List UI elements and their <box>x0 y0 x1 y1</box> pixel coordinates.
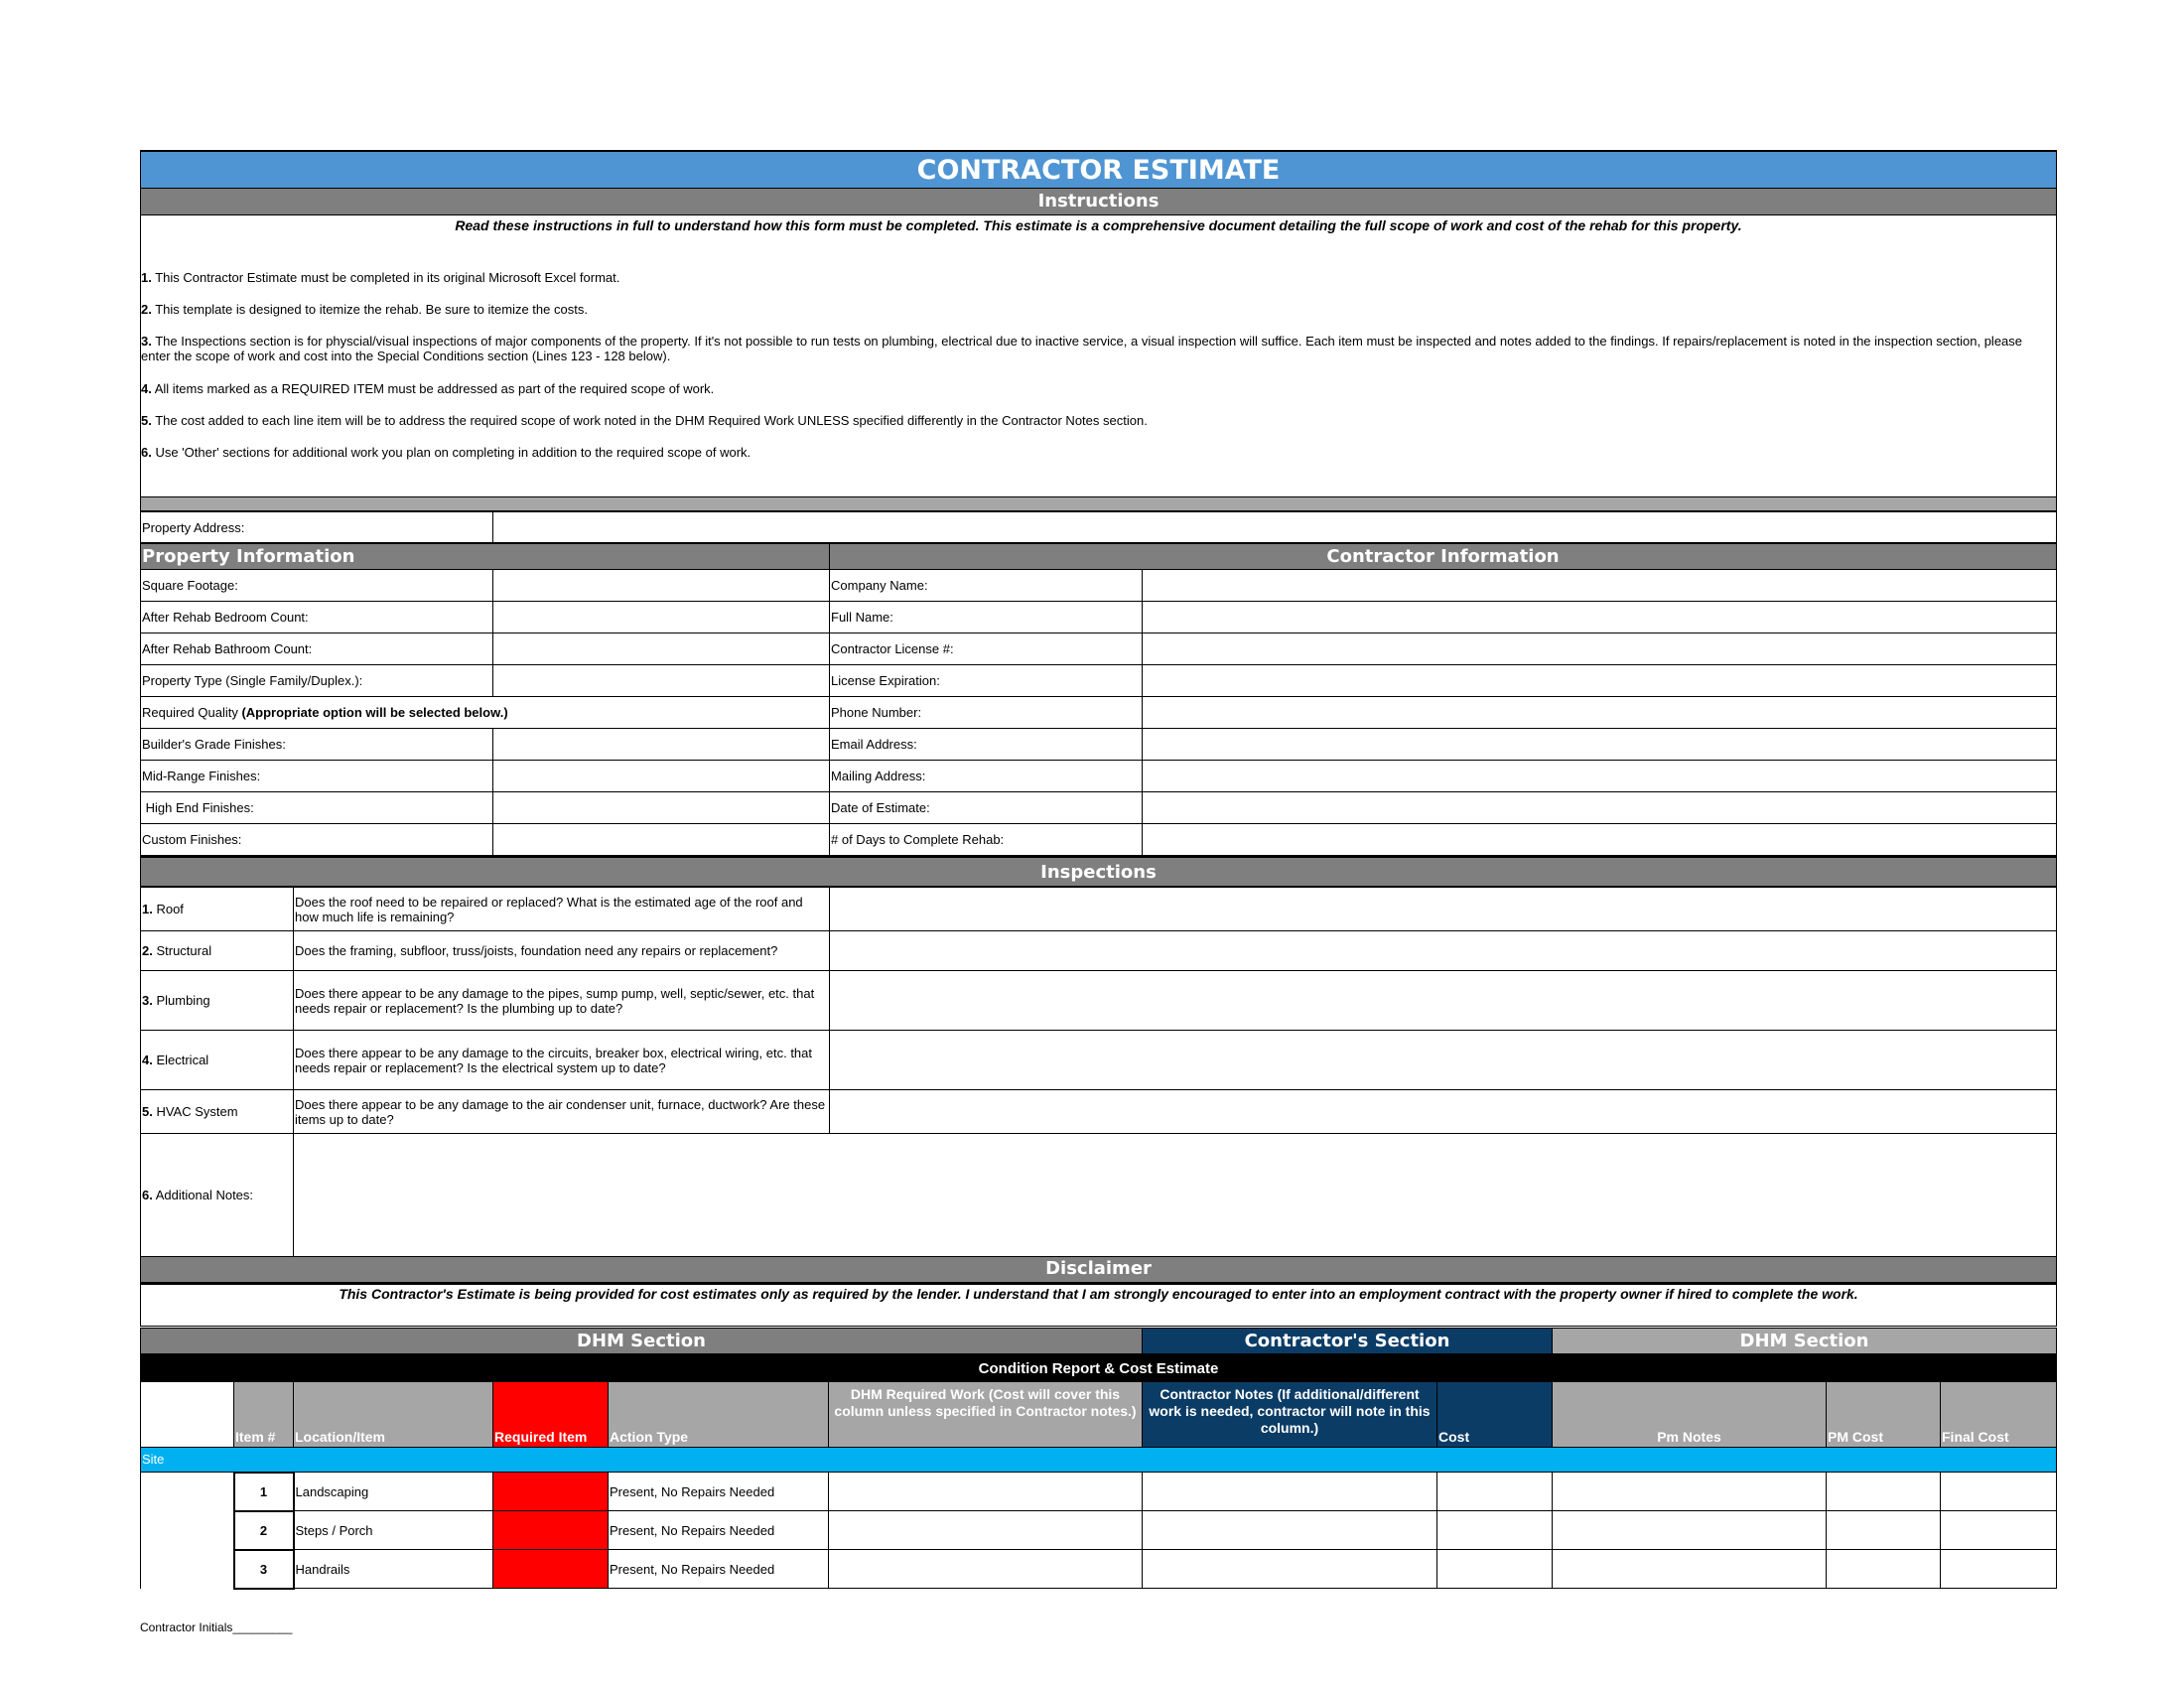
info-table <box>140 543 2057 856</box>
contractor-notes-cell[interactable] <box>1143 1511 1437 1550</box>
column-action-type: Action Type <box>609 1382 829 1448</box>
custom-finishes-label: Custom Finishes: <box>141 824 493 856</box>
dhm-work-cell[interactable] <box>829 1550 1143 1589</box>
email-address-input[interactable] <box>1143 729 2057 761</box>
cost-estimate-table <box>140 1381 2057 1590</box>
builders-grade-input[interactable] <box>493 729 830 761</box>
section-bands <box>140 1328 2057 1354</box>
additional-notes-label: 6. Additional Notes: <box>141 1134 294 1257</box>
cost-cell[interactable] <box>1437 1511 1553 1550</box>
pm-cost-cell[interactable] <box>1827 1550 1941 1589</box>
column-required-item: Required Item <box>493 1382 609 1448</box>
bathroom-count-input[interactable] <box>493 633 830 665</box>
builders-grade-label: Builder's Grade Finishes: <box>141 729 493 761</box>
final-cost-cell[interactable] <box>1941 1511 2057 1550</box>
disclaimer-header: Disclaimer <box>140 1257 2057 1283</box>
license-number-input[interactable] <box>1143 633 2057 665</box>
contractor-section: Contractor's Section <box>1143 1329 1553 1354</box>
instruction-step: 4. All items marked as a REQUIRED ITEM must be addressed as part of the required scope of work. <box>141 381 715 396</box>
property-address-table <box>140 511 2057 543</box>
inspection-question-roof: Does the roof need to be repaired or replaced? What is the estimated age of the roof and how much life is remaining? <box>294 888 830 931</box>
inspection-answer-hvac[interactable] <box>830 1090 2057 1134</box>
inspection-answer-electrical[interactable] <box>830 1031 2057 1090</box>
row-spacer <box>141 1511 234 1550</box>
mailing-address-input[interactable] <box>1143 761 2057 792</box>
high-end-input[interactable] <box>493 792 830 824</box>
section-divider <box>140 497 2057 511</box>
condition-report-header: Condition Report & Cost Estimate <box>140 1354 2057 1381</box>
item-location: Steps / Porch <box>294 1511 493 1550</box>
action-type-select[interactable]: Present, No Repairs Needed <box>609 1550 829 1589</box>
instructions-box <box>140 215 2057 497</box>
dhm-section-right: DHM Section <box>1553 1329 2057 1354</box>
inspection-question-hvac: Does there appear to be any damage to the air condenser unit, furnace, ductwork? Are these items up to date? <box>294 1090 830 1134</box>
item-number: 3 <box>234 1550 294 1589</box>
inspection-label-hvac: 5. HVAC System <box>141 1090 294 1134</box>
column-contractor-notes: Contractor Notes (If additional/different work is needed, contractor will note in this column.) <box>1143 1382 1437 1448</box>
email-address-label: Email Address: <box>830 729 1143 761</box>
required-item-marker <box>493 1473 609 1511</box>
final-cost-cell[interactable] <box>1941 1473 2057 1511</box>
property-address-input[interactable] <box>493 512 2057 543</box>
final-cost-cell[interactable] <box>1941 1550 2057 1589</box>
contractor-info-header: Contractor Information <box>830 544 2057 570</box>
required-item-marker <box>493 1511 609 1550</box>
full-name-input[interactable] <box>1143 602 2057 633</box>
inspection-label-electrical: 4. Electrical <box>141 1031 294 1090</box>
blank-header <box>141 1382 234 1448</box>
instructions-intro: Read these instructions in full to understand how this form must be completed. This estimate is a comprehensive document detailing the full scope of work and cost of the rehab for this property. <box>455 217 1742 233</box>
instructions-header: Instructions <box>140 189 2057 215</box>
inspection-answer-roof[interactable] <box>830 888 2057 931</box>
cost-cell[interactable] <box>1437 1473 1553 1511</box>
square-footage-label: Square Footage: <box>141 570 493 602</box>
action-type-select[interactable]: Present, No Repairs Needed <box>609 1473 829 1511</box>
inspection-label-structural: 2. Structural <box>141 931 294 971</box>
column-pm-notes: Pm Notes <box>1553 1382 1827 1448</box>
column-final-cost: Final Cost <box>1941 1382 2057 1448</box>
dhm-work-cell[interactable] <box>829 1473 1143 1511</box>
square-footage-input[interactable] <box>493 570 830 602</box>
column-location: Location/Item <box>294 1382 493 1448</box>
pm-cost-cell[interactable] <box>1827 1473 1941 1511</box>
item-number: 1 <box>234 1473 294 1511</box>
bathroom-count-label: After Rehab Bathroom Count: <box>141 633 493 665</box>
pm-notes-cell[interactable] <box>1553 1511 1827 1550</box>
phone-number-label: Phone Number: <box>830 697 1143 729</box>
instruction-step: 2. This template is designed to itemize the rehab. Be sure to itemize the costs. <box>141 302 588 317</box>
contractor-estimate-sheet <box>140 150 2057 1590</box>
pm-cost-cell[interactable] <box>1827 1511 1941 1550</box>
required-item-marker <box>493 1550 609 1589</box>
mid-range-input[interactable] <box>493 761 830 792</box>
company-name-label: Company Name: <box>830 570 1143 602</box>
pm-notes-cell[interactable] <box>1553 1550 1827 1589</box>
license-number-label: Contractor License #: <box>830 633 1143 665</box>
contractor-notes-cell[interactable] <box>1143 1473 1437 1511</box>
inspection-question-electrical: Does there appear to be any damage to the circuits, breaker box, electrical wiring, etc. that needs repair or replacement? Is the electrical system up to date? <box>294 1031 830 1090</box>
license-expiration-label: License Expiration: <box>830 665 1143 697</box>
table-row <box>141 1550 2057 1589</box>
column-item-number: Item # <box>234 1382 294 1448</box>
property-type-input[interactable] <box>493 665 830 697</box>
property-address-label: Property Address: <box>141 512 493 543</box>
inspections-header: Inspections <box>140 856 2057 887</box>
inspection-answer-plumbing[interactable] <box>830 971 2057 1031</box>
inspection-question-plumbing: Does there appear to be any damage to the pipes, sump pump, well, septic/sewer, etc. that needs repair or replacement? Is the plumbing up to date? <box>294 971 830 1031</box>
row-spacer <box>141 1473 234 1511</box>
days-to-complete-label: # of Days to Complete Rehab: <box>830 824 1143 856</box>
instruction-step: 6. Use 'Other' sections for additional work you plan on completing in addition to the required scope of work. <box>141 445 751 460</box>
cost-cell[interactable] <box>1437 1550 1553 1589</box>
mailing-address-label: Mailing Address: <box>830 761 1143 792</box>
high-end-label: High End Finishes: <box>141 792 493 824</box>
column-pm-cost: PM Cost <box>1827 1382 1941 1448</box>
action-type-select[interactable]: Present, No Repairs Needed <box>609 1511 829 1550</box>
pm-notes-cell[interactable] <box>1553 1473 1827 1511</box>
column-dhm-required-work: DHM Required Work (Cost will cover this column unless specified in Contractor notes.) <box>829 1382 1143 1448</box>
site-category-row: Site <box>141 1448 2057 1473</box>
column-cost: Cost <box>1437 1382 1553 1448</box>
item-location: Landscaping <box>294 1473 493 1511</box>
table-row <box>141 1473 2057 1511</box>
required-quality-label: Required Quality (Appropriate option will be selected below.) <box>141 697 830 729</box>
inspection-answer-structural[interactable] <box>830 931 2057 971</box>
custom-finishes-input[interactable] <box>493 824 830 856</box>
inspections-table <box>140 887 2057 1257</box>
license-expiration-input[interactable] <box>1143 665 2057 697</box>
table-row <box>141 1511 2057 1550</box>
dhm-work-cell[interactable] <box>829 1511 1143 1550</box>
page-title: CONTRACTOR ESTIMATE <box>140 150 2057 189</box>
instruction-step: 5. The cost added to each line item will be to address the required scope of work noted in the DHM Required Work UNLESS specified differently in the Contractor Notes section. <box>141 413 1148 428</box>
dhm-section-left: DHM Section <box>141 1329 1143 1354</box>
contractor-initials: Contractor Initials_________ <box>140 1620 293 1634</box>
item-number: 2 <box>234 1511 294 1550</box>
instruction-step: 3. The Inspections section is for physcial/visual inspections of major components of the property. If it's not possible to run tests on plumbing, electrical due to inactive service, a visual inspection will suffice. Each item must be inspected and notes added to the findings. If repairs/replacement is noted in the inspection section, please enter the scope of work and cost into the Special Conditions section (Lines 123 - 128 below). <box>141 334 2023 363</box>
inspection-label-plumbing: 3. Plumbing <box>141 971 294 1031</box>
contractor-notes-cell[interactable] <box>1143 1550 1437 1589</box>
item-location: Handrails <box>294 1550 493 1589</box>
inspection-label-roof: 1. Roof <box>141 888 294 931</box>
date-of-estimate-input[interactable] <box>1143 792 2057 824</box>
company-name-input[interactable] <box>1143 570 2057 602</box>
property-info-header: Property Information <box>141 544 830 570</box>
days-to-complete-input[interactable] <box>1143 824 2057 856</box>
disclaimer-text: This Contractor's Estimate is being provided for cost estimates only as required by the lender. I understand that I am strongly encouraged to enter into an employment contract with the property owner if hired to complete the work. <box>140 1283 2057 1327</box>
additional-notes-input[interactable] <box>294 1134 2057 1257</box>
bedroom-count-label: After Rehab Bedroom Count: <box>141 602 493 633</box>
date-of-estimate-label: Date of Estimate: <box>830 792 1143 824</box>
full-name-label: Full Name: <box>830 602 1143 633</box>
property-type-label: Property Type (Single Family/Duplex.): <box>141 665 493 697</box>
mid-range-label: Mid-Range Finishes: <box>141 761 493 792</box>
instruction-step: 1. This Contractor Estimate must be completed in its original Microsoft Excel format. <box>141 270 620 285</box>
bedroom-count-input[interactable] <box>493 602 830 633</box>
row-spacer <box>141 1550 234 1589</box>
inspection-question-structural: Does the framing, subfloor, truss/joists, foundation need any repairs or replacement? <box>294 931 830 971</box>
phone-number-input[interactable] <box>1143 697 2057 729</box>
